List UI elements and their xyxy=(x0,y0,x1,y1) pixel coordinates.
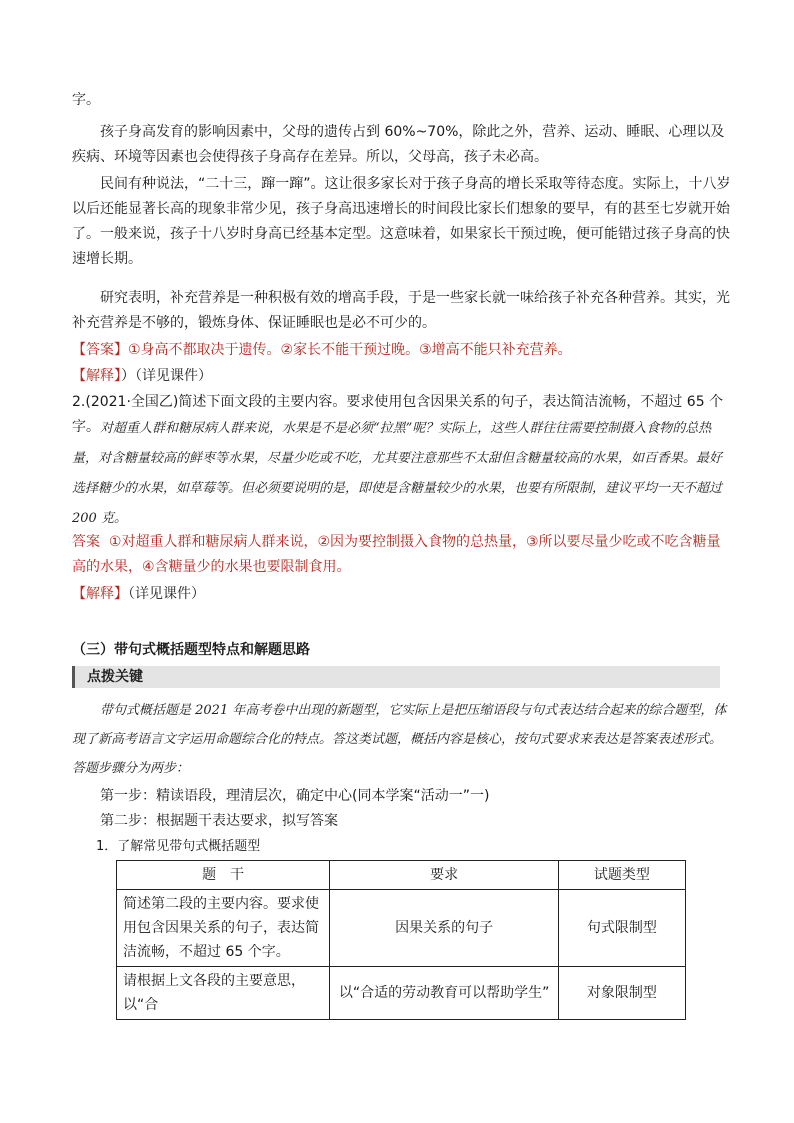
passage-line-0: 字。 xyxy=(72,92,100,108)
table-cell: 请根据上文各段的主要意思，以“合 xyxy=(117,967,330,1020)
sub-heading-1: 1．了解常见带句式概括题型 xyxy=(96,839,261,854)
answer-text: ①对超重人群和糖尿病人群来说，②因为要控制摄入食物的总热量，③所以要尽量少吃或不吃含糖量高的水果，④含糖量少的水果也要限制食用。 xyxy=(72,534,721,575)
explain-label: 【解释】 xyxy=(72,586,128,602)
explain-2 xyxy=(72,582,732,607)
explain-label: 【解释】 xyxy=(72,368,121,384)
answer-1 xyxy=(72,338,732,363)
table-row xyxy=(117,967,686,1020)
step-2: 第二步：根据题干表达要求，拟写答案 xyxy=(100,813,338,829)
passage-para-2: 民间有种说法，“二十三，蹿一蹿”。这让很多家长对于孩子身高的增长采取等待态度。实际上，十八岁以后还能显著长高的现象非常少见，孩子身高迅速增长的时间段比家长们想象的要早，有的甚至七岁就开始了。一般来说，孩子十八岁时身高已经基本定型。这意味着，如果家长干预过晚，便可能错过孩子身高的快速增长期。 xyxy=(72,176,731,267)
table-cell: 对象限制型 xyxy=(558,967,685,1020)
passage-para-3: 研究表明，补充营养是一种积极有效的增高手段，于是一些家长就一味给孩子补充各种营养。其实，光补充营养是不够的，锻炼身体、保证睡眠也是必不可少的。 xyxy=(72,290,730,331)
section-heading: （三）带句式概括题型特点和解题思路 xyxy=(72,642,310,658)
question-2-stem: 2.(2021·全国乙)简述下面文段的主要内容。要求使用包含因果关系的句子，表达简洁流畅，不超过 65 个字。 xyxy=(72,394,724,435)
table-row xyxy=(117,890,686,967)
explain-text: （详见课件） xyxy=(128,586,205,602)
table-header: 题 干 xyxy=(117,861,330,890)
table-header: 试题类型 xyxy=(558,861,685,890)
question-2-passage: 对超重人群和糖尿病人群来说，水果是不是必须“拉黑”呢？实际上，这些人群往往需要控制摄入食物的总热量，对含糖量较高的鲜枣等水果，尽量少吃或不吃，尤其要注意那些不太甜但含糖量较高的水果，如百香果。最好选择糖少的水果，如草莓等。但必须要说明的是，即使是含糖量较少的水果，也要有所限制，建议平均一天不超过 200 克。 xyxy=(72,421,723,526)
key-points-bar: 点拨关键 xyxy=(72,666,720,688)
answer-2 xyxy=(72,530,732,580)
table-cell: 因果关系的句子 xyxy=(330,890,558,967)
table-cell: 句式限制型 xyxy=(558,890,685,967)
step-1: 第一步：精读语段，理清层次，确定中心(同本学案“活动一”一) xyxy=(100,788,490,804)
question-type-table xyxy=(116,860,686,1020)
table-cell: 以“合适的劳动教育可以帮助学生” xyxy=(330,967,558,1020)
table-header: 要求 xyxy=(330,861,558,890)
answer-label: 答案 xyxy=(72,534,100,550)
explain-1 xyxy=(72,364,732,389)
table-cell: 简述第二段的主要内容。要求使用包含因果关系的句子，表达简洁流畅，不超过 65 个字。 xyxy=(117,890,330,967)
answer-label: 【答案】 xyxy=(72,342,128,358)
section-intro: 带句式概括题是 2021 年高考卷中出现的新题型，它实际上是把压缩语段与句式表达结合起来的综合题型，体现了新高考语言文字运用命题综合化的特点。答这类试题，概括内容是核心，按句式要求来表达是答案表述形式。答题步骤分为两步： xyxy=(72,703,727,776)
explain-text: ）（详见课件） xyxy=(121,368,212,384)
passage-para-1: 孩子身高发育的影响因素中，父母的遗传占到 60%~70%，除此之外，营养、运动、睡眠、心理以及疾病、环境等因素也会使得孩子身高存在差异。所以，父母高，孩子未必高。 xyxy=(72,124,725,165)
answer-text: ①身高不都取决于遗传。②家长不能干预过晚。③增高不能只补充营养。 xyxy=(128,342,572,358)
table-header-row xyxy=(117,861,686,890)
